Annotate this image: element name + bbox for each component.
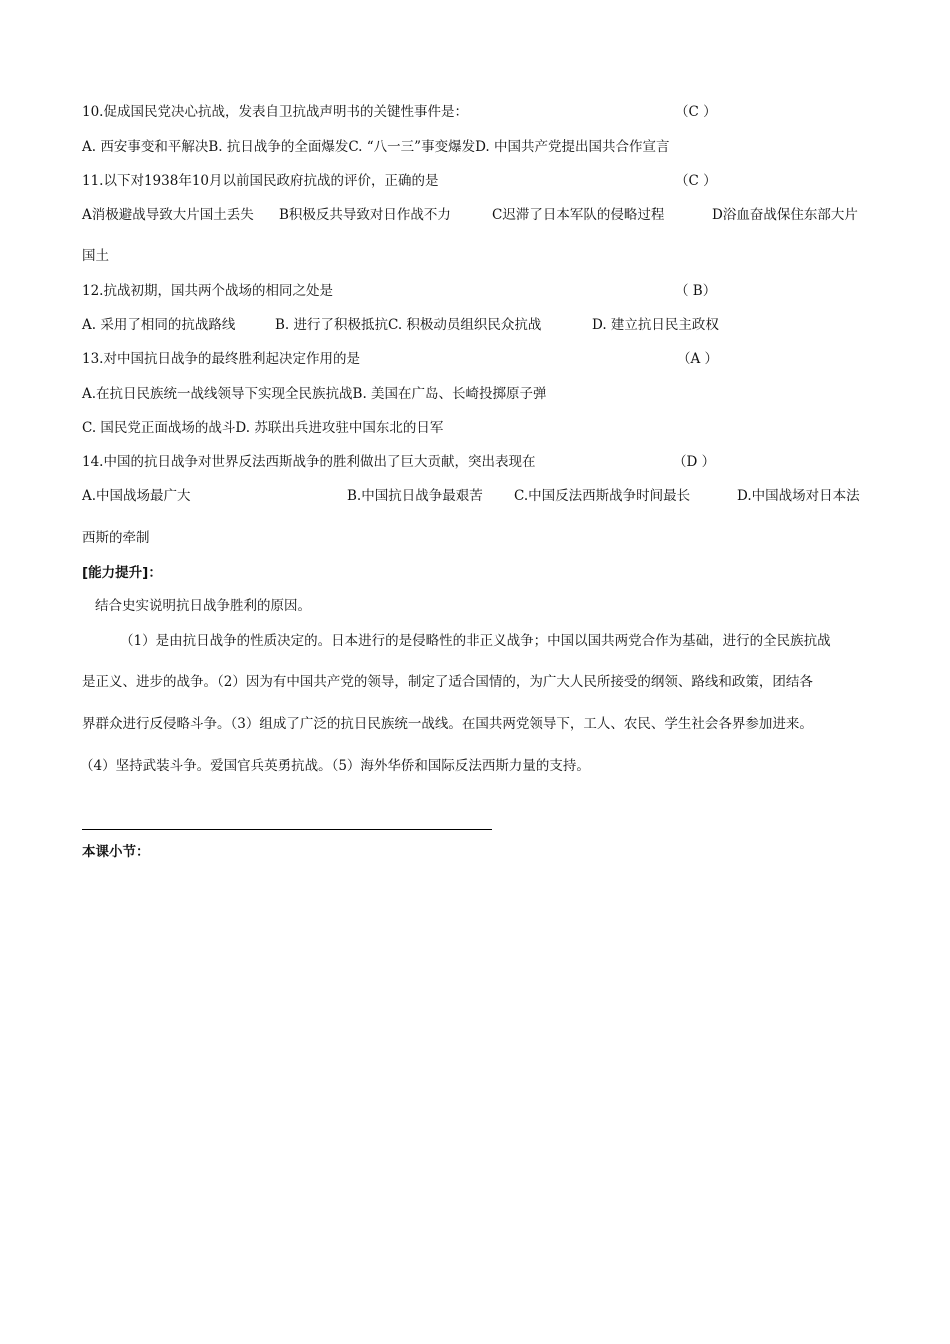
question-14-continuation: 西斯的牵制 [82,530,150,546]
question-11-option-b: B积极反共导致对日作战不力 [279,207,451,223]
question-11-option-a: A消极避战导致大片国土丢失 [82,207,254,223]
summary-heading: 本课小节： [82,844,150,860]
question-12-option-a: A. 采用了相同的抗战路线 [82,317,236,333]
question-14-option-b: B.中国抗日战争最艰苦 [347,488,483,504]
ability-answer-line-3: 界群众进行反侵略斗争。（3）组成了广泛的抗日民族统一战线。在国共两党领导下，工人、农民、学生社会各界参加进来。 [82,716,813,732]
question-12-option-d: D. 建立抗日民主政权 [592,317,719,333]
question-13-options-line-1: A.在抗日民族统一战线领导下实现全民族抗战B. 美国在广岛、长崎投掷原子弹 [82,386,547,402]
question-11-continuation: 国土 [82,248,109,264]
question-14-answer: （D ） [673,454,716,470]
question-13-answer: （A ） [677,351,719,367]
ability-answer-line-4: （4）坚持武装斗争。爱国官兵英勇抗战。（5）海外华侨和国际反法西斯力量的支持。 [80,758,590,774]
question-11-option-d: D浴血奋战保住东部大片 [712,207,858,223]
question-14-option-c: C.中国反法西斯战争时间最长 [514,488,691,504]
question-12-option-b-c: B. 进行了积极抵抗C. 积极动员组织民众抗战 [275,317,542,333]
question-11-answer: （C ） [675,173,717,189]
question-10-options: A. 西安事变和平解决B. 抗日战争的全面爆发C. “八一三”事变爆发D. 中国共产党提出国共合作宣言 [82,139,670,155]
ability-heading: [能力提升]： [82,565,162,581]
question-11-stem: 11.以下对1938年10月以前国民政府抗战的评价，正确的是 [82,173,439,189]
section-divider [82,829,492,830]
question-11-option-c: C迟滞了日本军队的侵略过程 [492,207,665,223]
question-12-answer: （ B） [675,283,717,299]
question-14-stem: 14.中国的抗日战争对世界反法西斯战争的胜利做出了巨大贡献，突出表现在 [82,454,536,470]
ability-question: 结合史实说明抗日战争胜利的原因。 [95,598,311,614]
question-14-option-a: A.中国战场最广大 [82,488,191,504]
question-12-stem: 12.抗战初期，国共两个战场的相同之处是 [82,283,333,299]
question-10-answer: （C ） [675,104,717,120]
question-10-stem: 10.促成国民党决心抗战，发表自卫抗战声明书的关键性事件是： [82,104,468,120]
question-13-stem: 13.对中国抗日战争的最终胜利起决定作用的是 [82,351,360,367]
ability-answer-line-2: 是正义、进步的战争。（2）因为有中国共产党的领导，制定了适合国情的，为广大人民所接受的纲领、路线和政策，团结各 [82,674,813,690]
question-13-options-line-2: C. 国民党正面战场的战斗D. 苏联出兵进攻驻中国东北的日军 [82,420,444,436]
ability-answer-line-1: （1）是由抗日战争的性质决定的。日本进行的是侵略性的非正义战争；中国以国共两党合作为基础，进行的全民族抗战 [120,633,831,649]
question-14-option-d: D.中国战场对日本法 [737,488,860,504]
